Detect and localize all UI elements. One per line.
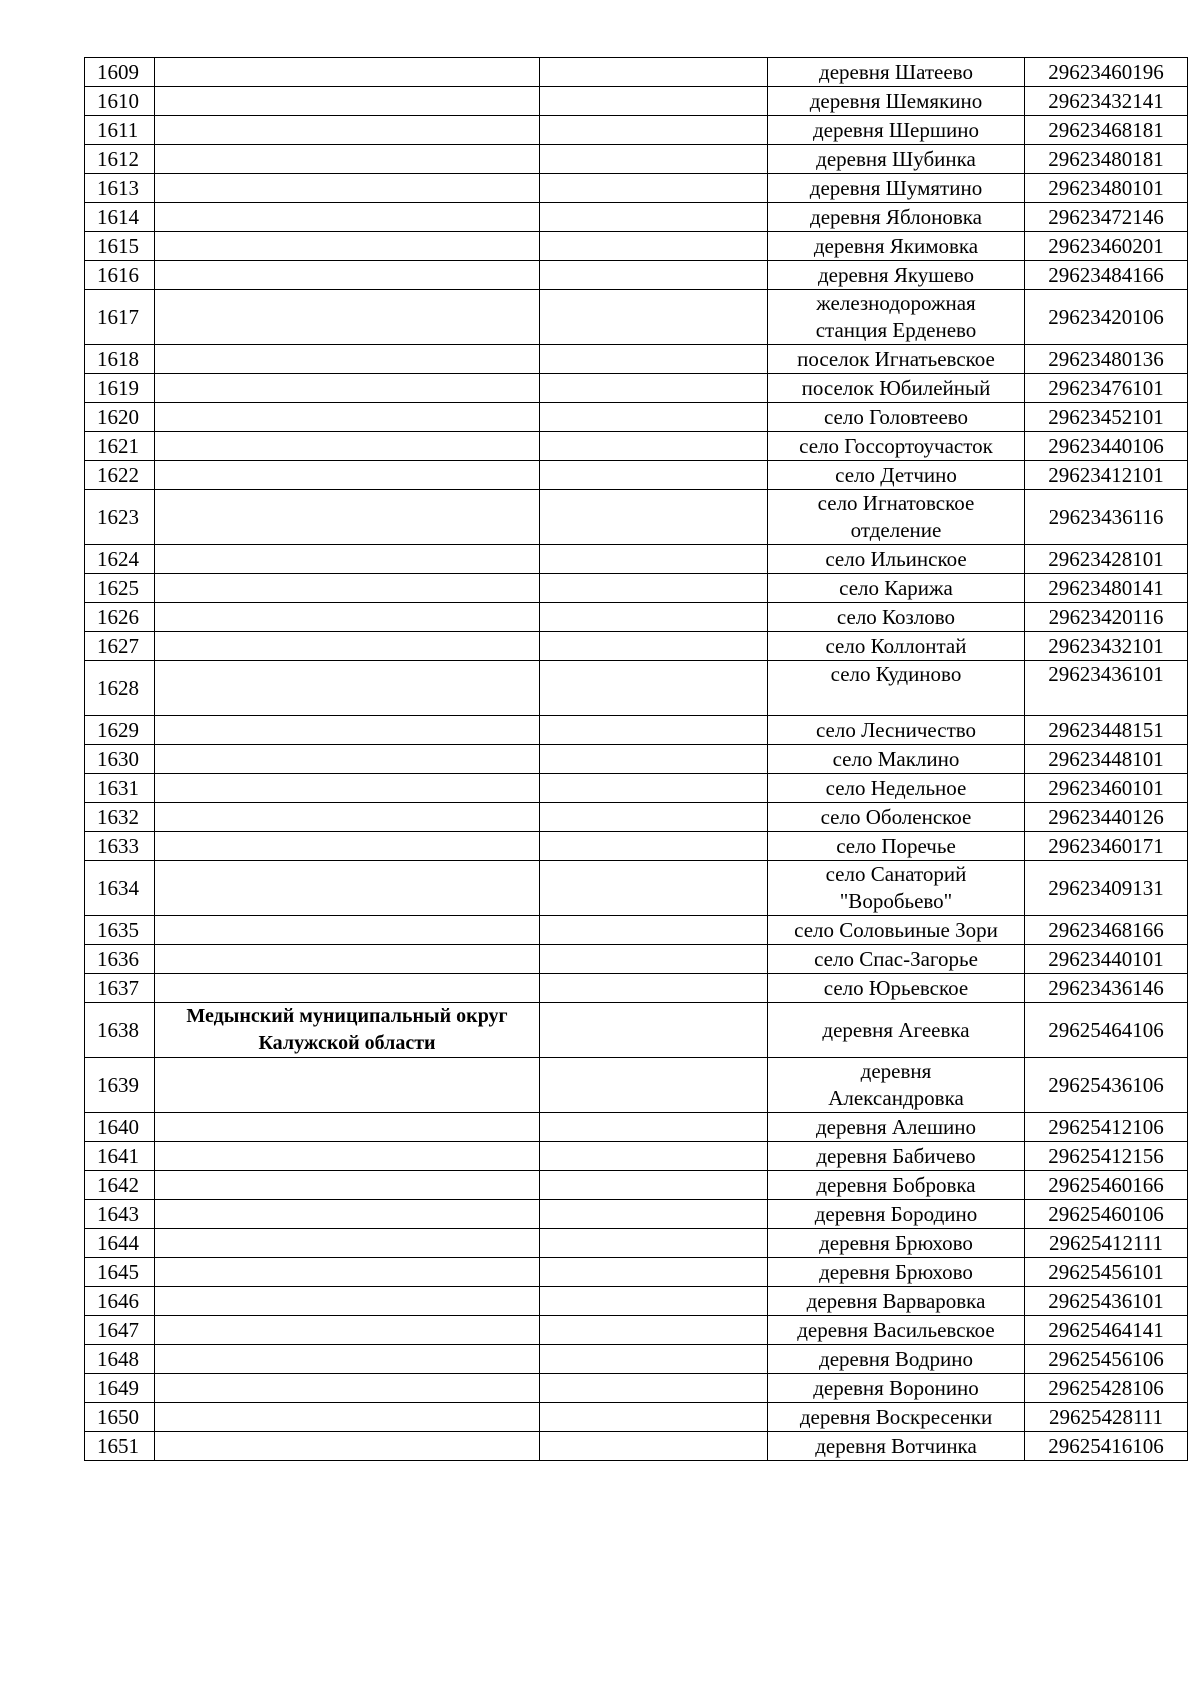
table-row: [85, 1287, 1188, 1316]
empty-cell: [540, 1200, 768, 1229]
oktmo-code: 29623472146: [1025, 203, 1188, 232]
region-cell: [155, 174, 540, 203]
row-number: 1611: [85, 116, 155, 145]
settlement-name: деревня Шатеево: [768, 58, 1025, 87]
oktmo-code: 29623480101: [1025, 174, 1188, 203]
settlement-name: село Юрьевское: [768, 974, 1025, 1003]
oktmo-code: 29623468181: [1025, 116, 1188, 145]
region-cell: [155, 1432, 540, 1461]
table-row: [85, 1171, 1188, 1200]
oktmo-code: 29625412156: [1025, 1142, 1188, 1171]
region-cell: [155, 87, 540, 116]
settlement-name: деревня Бородино: [768, 1200, 1025, 1229]
region-cell: [155, 974, 540, 1003]
region-cell: [155, 603, 540, 632]
settlement-name: деревня Водрино: [768, 1345, 1025, 1374]
row-number: 1637: [85, 974, 155, 1003]
table-row: [85, 974, 1188, 1003]
oktmo-code: 29625460106: [1025, 1200, 1188, 1229]
settlement-name: деревня Якушево: [768, 261, 1025, 290]
empty-cell: [540, 174, 768, 203]
settlement-name: деревня Якимовка: [768, 232, 1025, 261]
table-row: [85, 1113, 1188, 1142]
empty-cell: [540, 1345, 768, 1374]
oktmo-code: 29625412111: [1025, 1229, 1188, 1258]
oktmo-code: 29625428106: [1025, 1374, 1188, 1403]
table-row: [85, 403, 1188, 432]
table-row: [85, 916, 1188, 945]
row-number: 1644: [85, 1229, 155, 1258]
table-row: [85, 545, 1188, 574]
row-number: 1625: [85, 574, 155, 603]
region-cell: [155, 1171, 540, 1200]
oktmo-code: 29623460196: [1025, 58, 1188, 87]
region-cell: [155, 145, 540, 174]
table-row: [85, 58, 1188, 87]
row-number: 1638: [85, 1003, 155, 1058]
region-cell: [155, 432, 540, 461]
row-number: 1617: [85, 290, 155, 345]
table-row: [85, 832, 1188, 861]
oktmo-code: 29625464106: [1025, 1003, 1188, 1058]
table-row: [85, 290, 1188, 345]
oktmo-code: 29623412101: [1025, 461, 1188, 490]
oktmo-code: 29623440126: [1025, 803, 1188, 832]
table-row: [85, 203, 1188, 232]
row-number: 1621: [85, 432, 155, 461]
row-number: 1615: [85, 232, 155, 261]
region-cell: [155, 1142, 540, 1171]
empty-cell: [540, 1229, 768, 1258]
region-cell: [155, 916, 540, 945]
oktmo-code: 29623460101: [1025, 774, 1188, 803]
settlement-name: деревня Шумятино: [768, 174, 1025, 203]
settlement-name: деревня Бобровка: [768, 1171, 1025, 1200]
empty-cell: [540, 945, 768, 974]
region-cell: [155, 774, 540, 803]
table-row: [85, 1200, 1188, 1229]
table-row: [85, 1058, 1188, 1113]
oktmo-code: 29625456101: [1025, 1258, 1188, 1287]
oktmo-code: 29623440101: [1025, 945, 1188, 974]
region-cell: [155, 1316, 540, 1345]
row-number: 1646: [85, 1287, 155, 1316]
empty-cell: [540, 803, 768, 832]
region-cell: [155, 461, 540, 490]
settlement-name: село Поречье: [768, 832, 1025, 861]
oktmo-code: 29625416106: [1025, 1432, 1188, 1461]
empty-cell: [540, 290, 768, 345]
empty-cell: [540, 203, 768, 232]
oktmo-code: 29623468166: [1025, 916, 1188, 945]
row-number: 1641: [85, 1142, 155, 1171]
region-cell: [155, 545, 540, 574]
region-cell: [155, 861, 540, 916]
table-row: [85, 1229, 1188, 1258]
settlement-name: деревня Васильевское: [768, 1316, 1025, 1345]
empty-cell: [540, 1287, 768, 1316]
row-number: 1626: [85, 603, 155, 632]
region-cell: [155, 1287, 540, 1316]
empty-cell: [540, 574, 768, 603]
oktmo-code: 29623432101: [1025, 632, 1188, 661]
empty-cell: [540, 774, 768, 803]
settlement-name: село Госсортоучасток: [768, 432, 1025, 461]
region-cell: [155, 403, 540, 432]
region-cell: [155, 716, 540, 745]
row-number: 1633: [85, 832, 155, 861]
region-cell: [155, 661, 540, 716]
empty-cell: [540, 545, 768, 574]
row-number: 1630: [85, 745, 155, 774]
settlement-name: деревня Воронино: [768, 1374, 1025, 1403]
region-cell: [155, 490, 540, 545]
oktmo-code: 29623432141: [1025, 87, 1188, 116]
table-row: [85, 432, 1188, 461]
settlement-name: село Козлово: [768, 603, 1025, 632]
table-row: [85, 1403, 1188, 1432]
settlement-name: село Игнатовское отделение: [768, 490, 1025, 545]
table-row: [85, 574, 1188, 603]
empty-cell: [540, 1003, 768, 1058]
row-number: 1645: [85, 1258, 155, 1287]
empty-cell: [540, 461, 768, 490]
empty-cell: [540, 345, 768, 374]
row-number: 1649: [85, 1374, 155, 1403]
row-number: 1640: [85, 1113, 155, 1142]
empty-cell: [540, 661, 768, 716]
region-cell: [155, 58, 540, 87]
oktmo-code: 29623420106: [1025, 290, 1188, 345]
table-row: [85, 1374, 1188, 1403]
table-row: [85, 661, 1188, 716]
settlement-name: деревня Шершино: [768, 116, 1025, 145]
region-cell: [155, 290, 540, 345]
table-row: [85, 374, 1188, 403]
empty-cell: [540, 58, 768, 87]
settlement-name: село Головтеево: [768, 403, 1025, 432]
row-number: 1631: [85, 774, 155, 803]
empty-cell: [540, 832, 768, 861]
empty-cell: [540, 1432, 768, 1461]
settlement-name: село Кудиново: [768, 661, 1025, 716]
table-row: [85, 745, 1188, 774]
oktmo-code: 29623409131: [1025, 861, 1188, 916]
empty-cell: [540, 116, 768, 145]
oktmo-code: 29623484166: [1025, 261, 1188, 290]
region-cell: [155, 803, 540, 832]
region-cell: [155, 945, 540, 974]
settlement-name: село Ильинское: [768, 545, 1025, 574]
settlement-name: село Оболенское: [768, 803, 1025, 832]
table-row: [85, 861, 1188, 916]
row-number: 1643: [85, 1200, 155, 1229]
settlement-name: деревня Агеевка: [768, 1003, 1025, 1058]
empty-cell: [540, 232, 768, 261]
oktmo-code: 29623480181: [1025, 145, 1188, 174]
settlement-name: поселок Юбилейный: [768, 374, 1025, 403]
row-number: 1647: [85, 1316, 155, 1345]
oktmo-code: 29623440106: [1025, 432, 1188, 461]
row-number: 1624: [85, 545, 155, 574]
settlement-name: деревня Варваровка: [768, 1287, 1025, 1316]
settlements-table: [84, 57, 1188, 1461]
settlement-name: деревня Алешино: [768, 1113, 1025, 1142]
table-row: [85, 345, 1188, 374]
row-number: 1632: [85, 803, 155, 832]
oktmo-code: 29625456106: [1025, 1345, 1188, 1374]
row-number: 1639: [85, 1058, 155, 1113]
settlement-name: село Спас-Загорье: [768, 945, 1025, 974]
empty-cell: [540, 974, 768, 1003]
empty-cell: [540, 1403, 768, 1432]
empty-cell: [540, 1058, 768, 1113]
region-cell: [155, 832, 540, 861]
row-number: 1635: [85, 916, 155, 945]
settlements-table-body: [85, 58, 1188, 1461]
oktmo-code: 29623428101: [1025, 545, 1188, 574]
table-row: [85, 232, 1188, 261]
table-row: [85, 632, 1188, 661]
region-cell: [155, 203, 540, 232]
oktmo-code: 29625428111: [1025, 1403, 1188, 1432]
row-number: 1642: [85, 1171, 155, 1200]
region-cell: [155, 1200, 540, 1229]
row-number: 1636: [85, 945, 155, 974]
region-cell: [155, 232, 540, 261]
settlement-name: деревня Бабичево: [768, 1142, 1025, 1171]
table-row: [85, 490, 1188, 545]
empty-cell: [540, 632, 768, 661]
empty-cell: [540, 1113, 768, 1142]
empty-cell: [540, 745, 768, 774]
row-number: 1616: [85, 261, 155, 290]
oktmo-code: 29623460201: [1025, 232, 1188, 261]
row-number: 1614: [85, 203, 155, 232]
region-cell: Медынский муниципальный округ Калужской области: [155, 1003, 540, 1058]
region-cell: [155, 1113, 540, 1142]
table-row: [85, 145, 1188, 174]
region-cell: [155, 632, 540, 661]
table-row: [85, 261, 1188, 290]
settlement-name: село Санаторий "Воробьево": [768, 861, 1025, 916]
table-row: [85, 116, 1188, 145]
row-number: 1620: [85, 403, 155, 432]
empty-cell: [540, 261, 768, 290]
settlement-name: деревня Шемякино: [768, 87, 1025, 116]
region-cell: [155, 374, 540, 403]
row-number: 1627: [85, 632, 155, 661]
settlement-name: село Детчино: [768, 461, 1025, 490]
oktmo-code: 29625436106: [1025, 1058, 1188, 1113]
settlement-name: село Коллонтай: [768, 632, 1025, 661]
oktmo-code: 29623420116: [1025, 603, 1188, 632]
table-row: [85, 1142, 1188, 1171]
table-row: [85, 1345, 1188, 1374]
region-cell: [155, 574, 540, 603]
row-number: 1622: [85, 461, 155, 490]
settlement-name: поселок Игнатьевское: [768, 345, 1025, 374]
region-cell: [155, 745, 540, 774]
row-number: 1612: [85, 145, 155, 174]
empty-cell: [540, 403, 768, 432]
settlement-name: село Маклино: [768, 745, 1025, 774]
empty-cell: [540, 1258, 768, 1287]
empty-cell: [540, 916, 768, 945]
table-row: [85, 803, 1188, 832]
oktmo-code: 29623480141: [1025, 574, 1188, 603]
table-row: [85, 1003, 1188, 1058]
row-number: 1613: [85, 174, 155, 203]
table-row: [85, 1258, 1188, 1287]
region-cell: [155, 261, 540, 290]
oktmo-code: 29623480136: [1025, 345, 1188, 374]
table-row: [85, 461, 1188, 490]
row-number: 1623: [85, 490, 155, 545]
settlement-name: деревня Яблоновка: [768, 203, 1025, 232]
region-cell: [155, 1374, 540, 1403]
oktmo-code: 29623448101: [1025, 745, 1188, 774]
settlement-name: село Соловьиные Зори: [768, 916, 1025, 945]
empty-cell: [540, 87, 768, 116]
oktmo-code: 29625460166: [1025, 1171, 1188, 1200]
table-row: [85, 87, 1188, 116]
region-cell: [155, 1403, 540, 1432]
region-cell: [155, 1258, 540, 1287]
row-number: 1651: [85, 1432, 155, 1461]
oktmo-code: 29625412106: [1025, 1113, 1188, 1142]
row-number: 1628: [85, 661, 155, 716]
row-number: 1650: [85, 1403, 155, 1432]
table-row: [85, 1432, 1188, 1461]
region-cell: [155, 1058, 540, 1113]
oktmo-code: 29623452101: [1025, 403, 1188, 432]
table-row: [85, 603, 1188, 632]
empty-cell: [540, 432, 768, 461]
table-row: [85, 174, 1188, 203]
region-cell: [155, 345, 540, 374]
region-cell: [155, 1345, 540, 1374]
row-number: 1648: [85, 1345, 155, 1374]
empty-cell: [540, 603, 768, 632]
oktmo-code: 29623436116: [1025, 490, 1188, 545]
empty-cell: [540, 716, 768, 745]
settlement-name: село Лесничество: [768, 716, 1025, 745]
region-cell: [155, 1229, 540, 1258]
row-number: 1618: [85, 345, 155, 374]
oktmo-code: 29623476101: [1025, 374, 1188, 403]
table-row: [85, 945, 1188, 974]
row-number: 1610: [85, 87, 155, 116]
oktmo-code: 29623460171: [1025, 832, 1188, 861]
oktmo-code: 29623448151: [1025, 716, 1188, 745]
empty-cell: [540, 1171, 768, 1200]
oktmo-code: 29625436101: [1025, 1287, 1188, 1316]
settlement-name: деревня Брюхово: [768, 1229, 1025, 1258]
empty-cell: [540, 1142, 768, 1171]
settlement-name: деревня Воскресенки: [768, 1403, 1025, 1432]
settlement-name: деревня Шубинка: [768, 145, 1025, 174]
row-number: 1609: [85, 58, 155, 87]
row-number: 1634: [85, 861, 155, 916]
settlement-name: деревня Александровка: [768, 1058, 1025, 1113]
oktmo-code: 29625464141: [1025, 1316, 1188, 1345]
empty-cell: [540, 374, 768, 403]
oktmo-code: 29623436101: [1025, 661, 1188, 716]
row-number: 1629: [85, 716, 155, 745]
settlement-name: деревня Вотчинка: [768, 1432, 1025, 1461]
settlement-name: село Недельное: [768, 774, 1025, 803]
settlement-name: деревня Брюхово: [768, 1258, 1025, 1287]
settlement-name: железнодорожная станция Ерденево: [768, 290, 1025, 345]
empty-cell: [540, 861, 768, 916]
empty-cell: [540, 490, 768, 545]
empty-cell: [540, 145, 768, 174]
oktmo-code: 29623436146: [1025, 974, 1188, 1003]
empty-cell: [540, 1316, 768, 1345]
row-number: 1619: [85, 374, 155, 403]
empty-cell: [540, 1374, 768, 1403]
table-row: [85, 774, 1188, 803]
table-row: [85, 1316, 1188, 1345]
region-cell: [155, 116, 540, 145]
table-row: [85, 716, 1188, 745]
settlement-name: село Карижа: [768, 574, 1025, 603]
